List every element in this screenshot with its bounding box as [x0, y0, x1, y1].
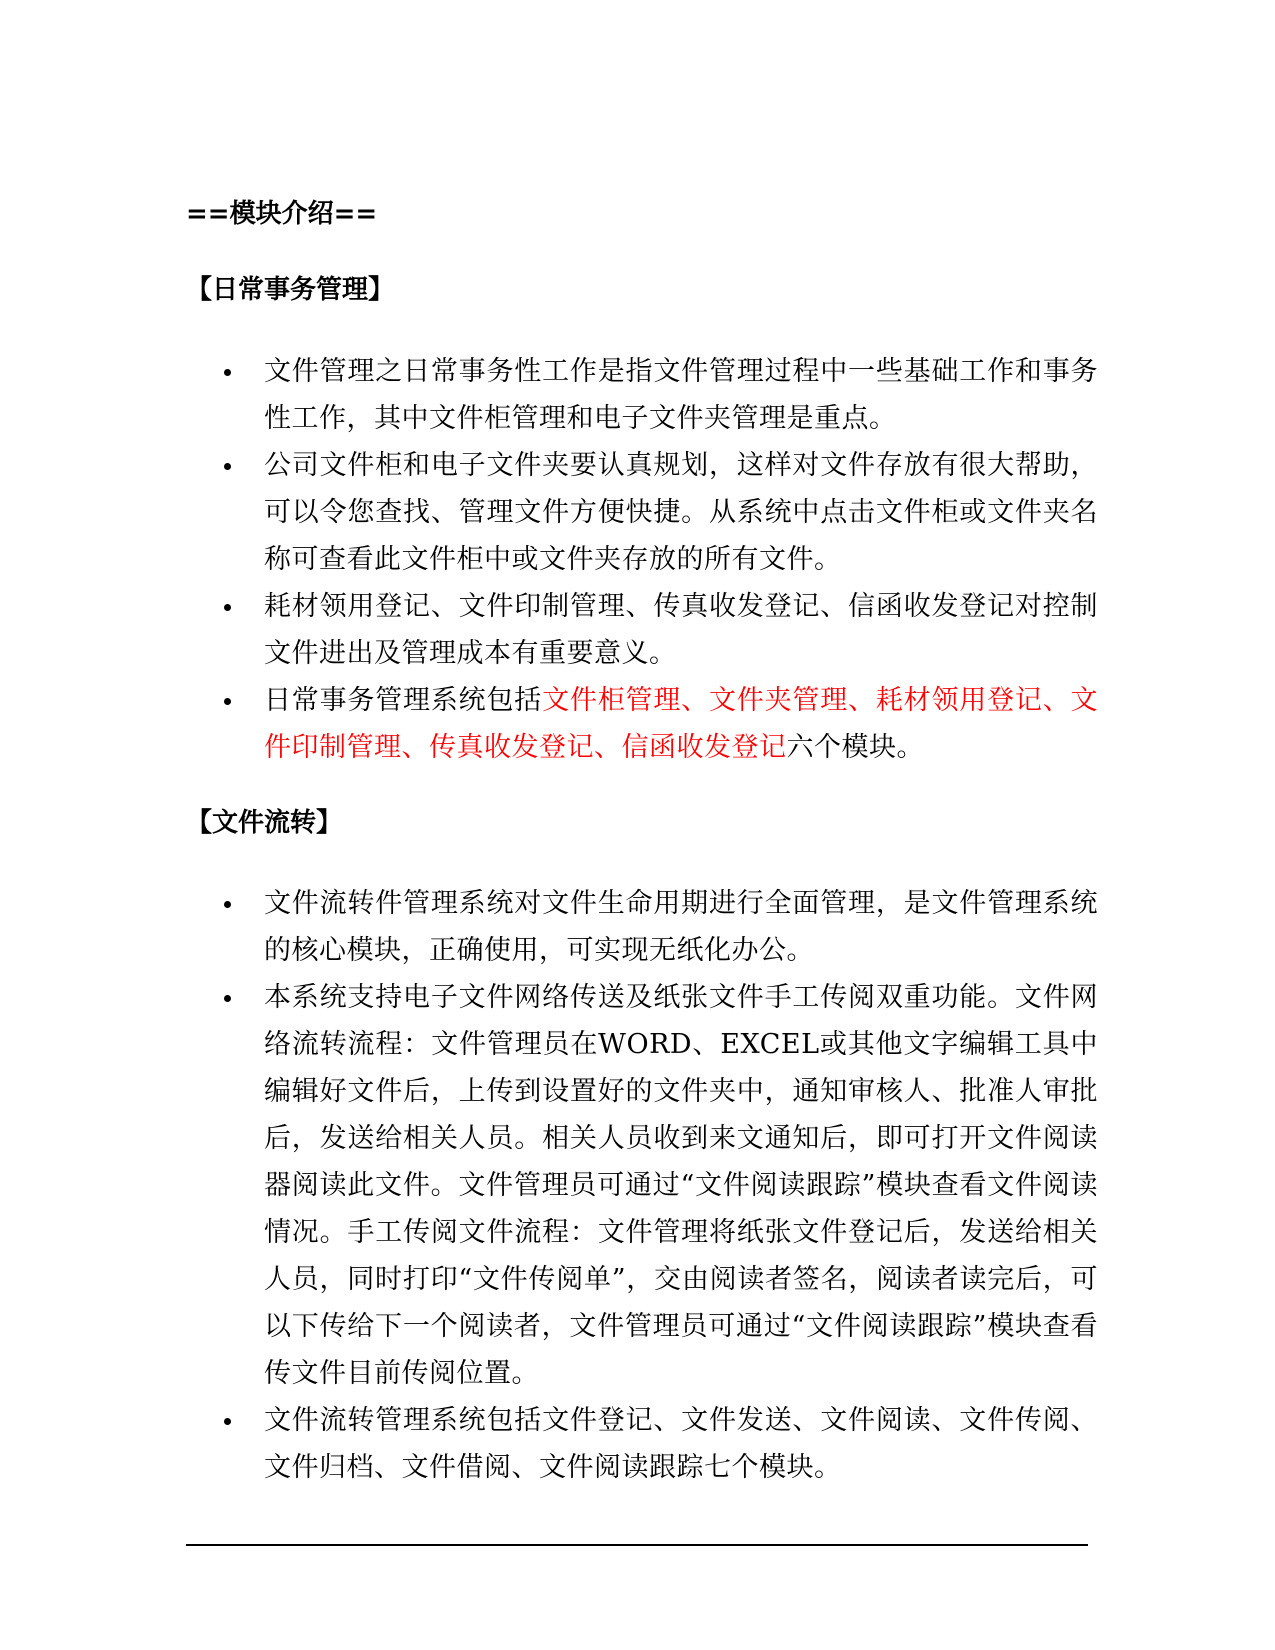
list-item-prefix: 日常事务管理系统包括 — [264, 685, 543, 716]
list-item — [218, 1397, 1098, 1491]
file-flow-list — [218, 880, 1098, 1491]
bullet-icon — [224, 698, 231, 705]
list-item — [218, 583, 1098, 677]
bullet-icon — [224, 901, 231, 908]
bullet-icon — [224, 463, 231, 470]
footer-divider — [186, 1544, 1088, 1546]
list-item-suffix: 六个模块。 — [786, 732, 924, 763]
section-heading-file-flow: 【文件流转】 — [186, 808, 343, 838]
list-item — [218, 442, 1098, 583]
list-item-text: 耗材领用登记、文件印制管理、传真收发登记、信函收发登记对控制文件进出及管理成本有重要意义。 — [264, 591, 1098, 669]
bullet-icon — [224, 1418, 231, 1425]
list-item — [218, 348, 1098, 442]
list-item-text: 本系统支持电子文件网络传送及纸张文件手工传阅双重功能。文件网络流转流程：文件管理员在WORD、EXCEL或其他文字编辑工具中编辑好文件后，上传到设置好的文件夹中，通知审核人、批准人审批后，发送给相关人员。相关人员收到来文通知后，即可打开文件阅读器阅读此文件。文件管理员可通过“文件阅读跟踪”模块查看文件阅读情况。手工传阅文件流程：文件管理将纸张文件登记后，发送给相关人员，同时打印“文件传阅单”，交由阅读者签名，阅读者读完后，可以下传给下一个阅读者，文件管理员可通过“文件阅读跟踪”模块查看传文件目前传阅位置。 — [264, 982, 1098, 1389]
list-item-text: 文件流转管理系统包括文件登记、文件发送、文件阅读、文件传阅、文件归档、文件借阅、文件阅读跟踪七个模块。 — [264, 1405, 1098, 1483]
list-item — [218, 677, 1098, 771]
bullet-icon — [224, 604, 231, 611]
list-item-highlight: 文件柜管理、文件夹管理、耗材领用登记、文件印制管理、传真收发登记、信函收发登记 — [264, 685, 1099, 763]
bullet-icon — [224, 369, 231, 376]
bullet-icon — [224, 995, 231, 1002]
section-heading-daily-affairs: 【日常事务管理】 — [186, 275, 395, 305]
list-item — [218, 974, 1098, 1397]
list-item-text: 文件流转件管理系统对文件生命用期进行全面管理，是文件管理系统的核心模块，正确使用，可实现无纸化办公。 — [264, 888, 1098, 966]
daily-affairs-list — [218, 348, 1098, 771]
list-item-text: 文件管理之日常事务性工作是指文件管理过程中一些基础工作和事务性工作，其中文件柜管理和电子文件夹管理是重点。 — [264, 356, 1098, 434]
list-item — [218, 880, 1098, 974]
module-intro-title: ==模块介绍== — [186, 199, 378, 229]
list-item-text: 公司文件柜和电子文件夹要认真规划，这样对文件存放有很大帮助，可以令您查找、管理文件方便快捷。从系统中点击文件柜或文件夹名称可查看此文件柜中或文件夹存放的所有文件。 — [264, 450, 1098, 575]
